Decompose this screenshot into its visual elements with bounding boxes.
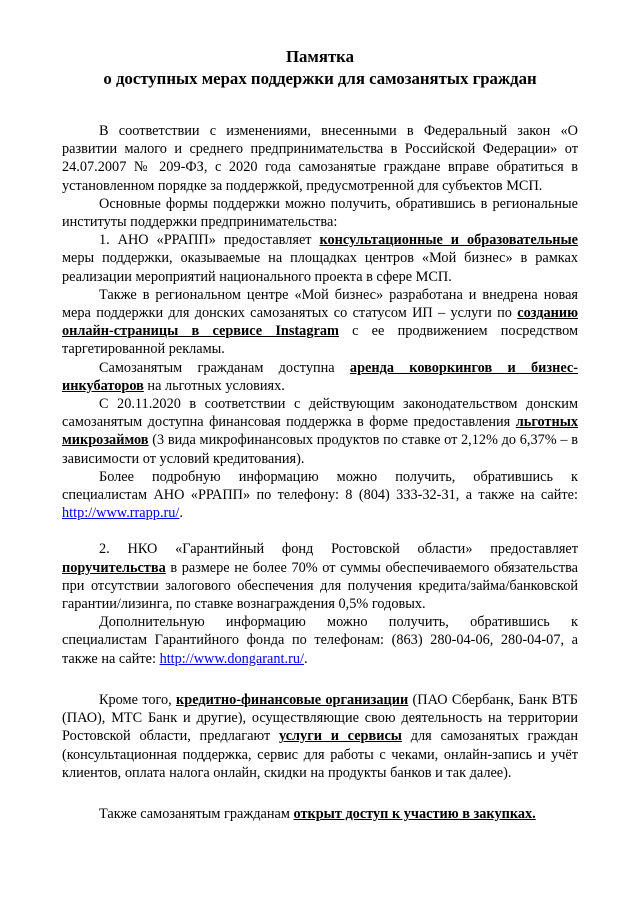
highlight-instagram: созданию онлайн-страницы в сервисе Instagram xyxy=(62,305,578,340)
paragraph-instagram xyxy=(62,286,578,359)
text: меры поддержки, оказываемые на площадках центров «Мой бизнес» в рамках реализации мероприятий национального проекта в сфере МСП. xyxy=(62,250,578,285)
text: С 20.11.2020 в соответствии с действующим законодательством донским самозанятым доступна финансовая поддержка в форме предоставления xyxy=(62,396,578,431)
paragraph-banks xyxy=(62,691,578,782)
paragraph-law-intro: В соответствии с изменениями, внесенными в Федеральный закон «О развитии малого и среднего предпринимательства в Российской Федерации» от 24.07.2007 № 209-ФЗ, с 2020 года самозанятые граждане вправе обратиться в установленном порядке за поддержкой, предусмотренной для субъектов МСП. xyxy=(62,123,578,194)
rrapp-link[interactable]: http://www.rrapp.ru/ xyxy=(62,505,180,522)
text: (3 вида микрофинансовых продуктов по ставке от 2,12% до 6,37% – в зависимости от условий кредитования). xyxy=(62,432,578,467)
paragraph-guarantee-fund xyxy=(62,540,578,613)
highlight-credit-orgs: кредитно-финансовые организации xyxy=(176,691,409,708)
text: 2. НКО «Гарантийный фонд Ростовской области» предоставляет xyxy=(99,541,578,558)
highlight-coworking: аренда коворкингов и бизнес-инкубаторов xyxy=(62,359,578,394)
text: Более подробную информацию можно получить, обратившись к специалистам АНО «РРАПП» по телефону: 8 (804) 333-32-31, а также на сайте: xyxy=(62,468,578,504)
highlight-procurement: открыт доступ к участию в закупках. xyxy=(293,805,536,822)
text: Дополнительную информацию можно получить, обратившись к специалистам Гарантийного фонда по телефонам: (863) 280-04-06, 280-04-07, а также на сайте: xyxy=(62,614,578,667)
spacer xyxy=(62,782,578,805)
text: в размере не более 70% от суммы обеспечиваемого обязательства при отсутствии залогового обеспечения для получения кредита/займа/банковской гарантии/лизинга, по ставке вознаграждения 0,5% годовых. xyxy=(62,559,578,613)
paragraph-microloans xyxy=(62,395,578,468)
paragraph-rrapp-contacts xyxy=(62,468,578,523)
paragraph-procurement xyxy=(62,805,578,823)
text: Также в региональном центре «Мой бизнес» разработана и внедрена новая мера поддержки для донских самозанятых со статусом ИП – услуги по xyxy=(62,286,578,322)
text: Также самозанятым гражданам xyxy=(99,805,294,822)
text: для самозанятых граждан (консультационная поддержка, сервис для работы с чеками, онлайн-запись и учёт клиентов, оплата налога онлайн, скидки на продукты банков и так далее). xyxy=(62,728,579,781)
highlight-microloans: льготных микрозаймов xyxy=(62,414,578,449)
paragraph-rrapp-consulting xyxy=(62,231,578,286)
text: Самозанятым гражданам доступна xyxy=(99,359,350,376)
spacer xyxy=(62,668,578,691)
paragraph-coworking xyxy=(62,359,578,395)
text: с ее продвижением посредством таргетированной рекламы. xyxy=(62,323,579,358)
document-title xyxy=(62,46,578,90)
text: Кроме того, xyxy=(99,691,176,708)
title-line-1: Памятка xyxy=(285,47,354,66)
text: на льготных условиях. xyxy=(143,377,285,394)
highlight-guarantees: поручительства xyxy=(62,559,166,576)
spacer xyxy=(62,522,578,540)
highlight-consulting: консультационные и образовательные xyxy=(319,232,578,249)
paragraph-support-forms: Основные формы поддержки можно получить, обратившись в региональные институты поддержки предпринимательства: xyxy=(62,195,578,231)
text: 1. АНО «РРАПП» предоставляет xyxy=(99,232,320,249)
text: . xyxy=(179,505,183,522)
highlight-services: услуги и сервисы xyxy=(278,728,402,745)
dongarant-link[interactable]: http://www.dongarant.ru/ xyxy=(159,650,304,667)
text: . xyxy=(303,650,308,667)
text: (ПАО Сбербанк, Банк ВТБ (ПАО), МТС Банк и другие), осуществляющие свою деятельность на территории Ростовской области, предлагают xyxy=(62,691,578,745)
title-line-2: о доступных мерах поддержки для самозанятых граждан xyxy=(103,69,537,88)
paragraph-fund-contacts xyxy=(62,613,578,668)
